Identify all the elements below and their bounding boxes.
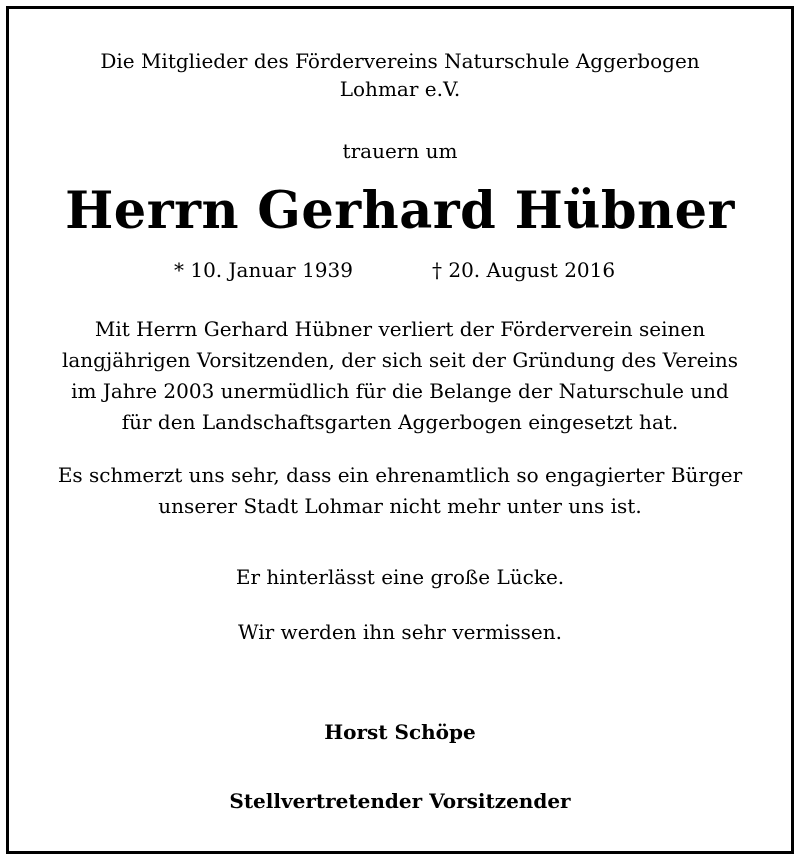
deceased-name: Herrn Gerhard Hübner bbox=[65, 181, 735, 241]
paragraph1-line-1: Mit Herrn Gerhard Hübner verliert der Förderverein seinen bbox=[94, 317, 706, 341]
signature-role: Stellvertretender Vorsitzender bbox=[229, 789, 571, 813]
intro-text: trauern um bbox=[342, 139, 458, 163]
paragraph1-line-4: für den Landschaftsgarten Aggerbogen eingesetzt hat. bbox=[121, 410, 679, 434]
paragraph1-line-2: langjährigen Vorsitzenden, der sich seit der Gründung des Vereins bbox=[61, 348, 738, 372]
signature-name: Horst Schöpe bbox=[324, 720, 476, 744]
header-line-1: Die Mitglieder des Fördervereins Naturschule Aggerbogen bbox=[100, 49, 700, 73]
paragraph1-line-3: im Jahre 2003 unermüdlich für die Belange der Naturschule und bbox=[71, 379, 729, 403]
birth-date: * 10. Januar 1939 bbox=[174, 258, 353, 282]
statement-loss: Er hinterlässt eine große Lücke. bbox=[235, 565, 565, 589]
header-line-2: Lohmar e.V. bbox=[339, 77, 461, 101]
paragraph2-line-1: Es schmerzt uns sehr, dass ein ehrenamtlich so engagierter Bürger bbox=[57, 463, 743, 487]
life-dates bbox=[0, 256, 800, 284]
statement-miss: Wir werden ihn sehr vermissen. bbox=[238, 620, 562, 644]
paragraph2-line-2: unserer Stadt Lohmar nicht mehr unter uns ist. bbox=[158, 494, 642, 518]
death-date: † 20. August 2016 bbox=[432, 258, 616, 282]
